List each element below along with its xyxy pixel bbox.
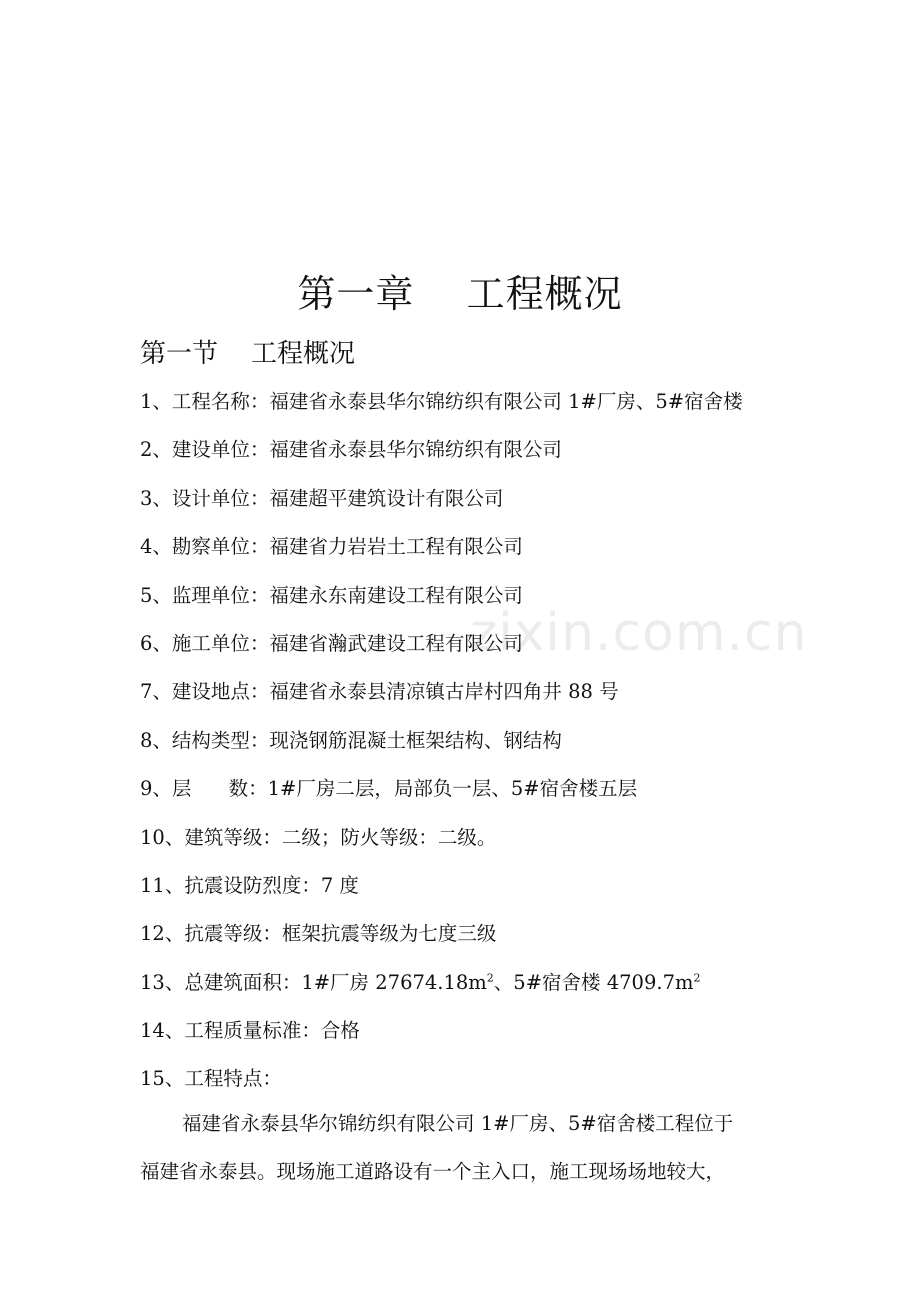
list-item-area (140, 959, 800, 1007)
paragraph-line-2: 福建省永泰县。现场施工道路设有一个主入口，施工现场场地较大， (140, 1160, 726, 1183)
list-item: 8、结构类型：现浇钢筋混凝土框架结构、钢结构 (140, 728, 562, 752)
list-item: 5、监理单位：福建永东南建设工程有限公司 (140, 583, 523, 607)
project-info-list (140, 378, 800, 1104)
list-item: 3、设计单位：福建超平建筑设计有限公司 (140, 486, 504, 510)
list-item: 6、施工单位：福建省瀚武建设工程有限公司 (140, 631, 523, 655)
list-item: 10、建筑等级：二级；防火等级：二级。 (140, 825, 497, 849)
list-item: 15、工程特点： (140, 1067, 282, 1091)
section-title: 第一节 工程概况 (140, 339, 356, 369)
list-item: 12、抗震等级：框架抗震等级为七度三级 (140, 922, 497, 946)
area-text-part1: 13、总建筑面积：1#厂房 27674.18m (140, 970, 487, 994)
list-item: 11、抗震设防烈度：7 度 (140, 873, 359, 897)
list-item: 2、建设单位：福建省永泰县华尔锦纺织有限公司 (140, 438, 562, 462)
paragraph-line-1: 福建省永泰县华尔锦纺织有限公司 1#厂房、5#宿舍楼工程位于 (182, 1112, 734, 1135)
list-item: 4、勘察单位：福建省力岩岩土工程有限公司 (140, 535, 523, 559)
list-item: 1、工程名称：福建省永泰县华尔锦纺织有限公司 1#厂房、5#宿舍楼 (140, 390, 743, 413)
list-item: 7、建设地点：福建省永泰县清凉镇古岸村四角井 88 号 (140, 680, 619, 704)
chapter-title: 第一章 工程概况 (297, 272, 623, 316)
list-item: 14、工程质量标准：合格 (140, 1019, 360, 1043)
area-text-part2: 、5#宿舍楼 4709.7m (493, 970, 694, 994)
list-item: 9、层 数：1#厂房二层，局部负一层、5#宿舍楼五层 (140, 777, 638, 801)
watermark: zixin.com.cn (470, 603, 808, 663)
area-superscript-2: 2 (693, 971, 701, 985)
area-superscript-1: 2 (486, 971, 494, 985)
